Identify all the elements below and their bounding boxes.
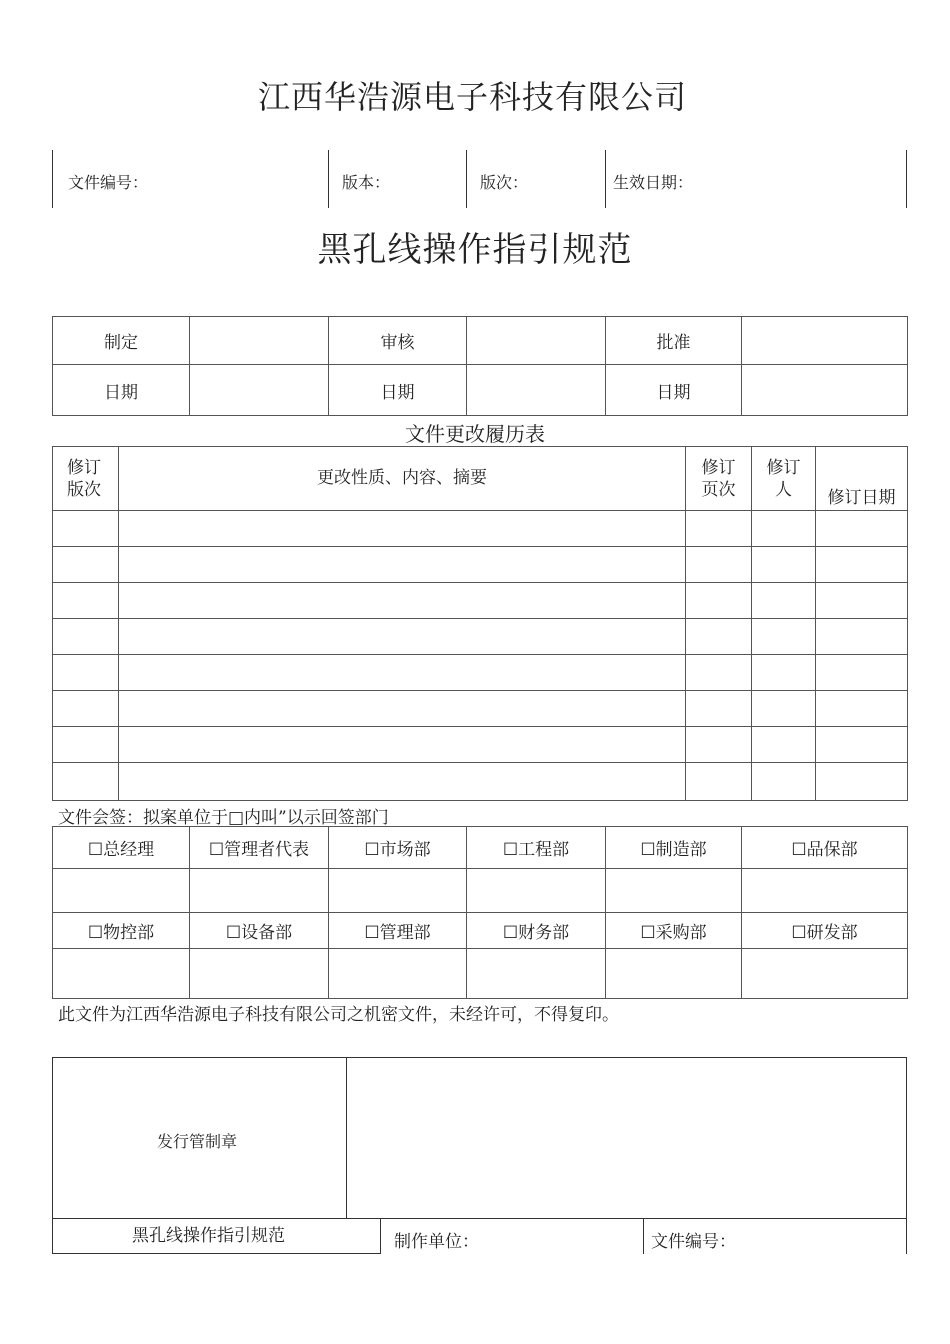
reviewed-by-label: 审核 [329, 317, 467, 365]
divider [52, 1253, 381, 1254]
confidential-notice: 此文件为江西华浩源电子科技有限公司之机密文件，未经许可，不得复印。 [58, 1005, 619, 1025]
version-label: 版本： [342, 173, 391, 192]
cell-reviser[interactable] [752, 727, 816, 763]
approved-by-label: 批准 [606, 317, 742, 365]
dept-material-control[interactable]: ☐物控部 [53, 913, 190, 949]
dept-general-manager[interactable]: ☐总经理 [53, 827, 190, 869]
cell-date[interactable] [816, 583, 908, 619]
cell-reviser[interactable] [752, 655, 816, 691]
footer-doc-name: 黑孔线操作指引规范 [132, 1226, 285, 1246]
header-text: 修订 人 [766, 457, 801, 500]
revision-label: 版次： [480, 173, 529, 192]
table-row [53, 583, 908, 619]
date-label: 日期 [606, 365, 742, 416]
cell-page[interactable] [686, 655, 752, 691]
divider [605, 150, 606, 208]
signature-cell[interactable] [53, 869, 190, 913]
dept-management-rep[interactable]: ☐管理者代表 [190, 827, 329, 869]
signature-cell[interactable] [190, 869, 329, 913]
cell-revision-no[interactable] [53, 727, 119, 763]
divider [380, 1218, 381, 1254]
dept-administration[interactable]: ☐管理部 [329, 913, 467, 949]
cell-reviser[interactable] [752, 691, 816, 727]
cell-reviser[interactable] [752, 619, 816, 655]
table-row [53, 691, 908, 727]
cell-reviser[interactable] [752, 511, 816, 547]
signature-cell[interactable] [329, 949, 467, 999]
cell-reviser[interactable] [752, 763, 816, 801]
stamp-label: 发行管制章 [157, 1132, 238, 1151]
table-row [53, 763, 908, 801]
cell-page[interactable] [686, 691, 752, 727]
date-field[interactable] [190, 365, 329, 416]
approval-table [52, 316, 908, 416]
cell-reviser[interactable] [752, 583, 816, 619]
cell-summary[interactable] [119, 655, 686, 691]
header-revision-date: 修订日期 [816, 447, 908, 511]
signoff-intro: 文件会签：拟案单位于□内叫”以示回签部门 [58, 808, 389, 828]
cell-summary[interactable] [119, 763, 686, 801]
cell-page[interactable] [686, 619, 752, 655]
cell-page[interactable] [686, 763, 752, 801]
cell-date[interactable] [816, 619, 908, 655]
stamp-area[interactable] [347, 1058, 906, 1218]
divider [52, 1218, 907, 1219]
divider [906, 150, 907, 208]
footer-doc-number-label: 文件编号： [651, 1232, 736, 1252]
company-name: 江西华浩源电子科技有限公司 [258, 78, 688, 116]
signature-cell[interactable] [606, 949, 742, 999]
dept-marketing[interactable]: ☐市场部 [329, 827, 467, 869]
header-text: 修订 页次 [701, 457, 736, 500]
cell-page[interactable] [686, 583, 752, 619]
date-field[interactable] [742, 365, 908, 416]
cell-revision-no[interactable] [53, 655, 119, 691]
table-row [53, 511, 908, 547]
effective-date-label: 生效日期： [613, 173, 694, 192]
dept-finance[interactable]: ☐财务部 [467, 913, 606, 949]
doc-number-label: 文件编号： [68, 173, 149, 192]
signature-cell[interactable] [742, 949, 908, 999]
cell-summary[interactable] [119, 547, 686, 583]
dept-purchasing[interactable]: ☐采购部 [606, 913, 742, 949]
divider [328, 150, 329, 208]
history-rows [53, 511, 908, 801]
header-revision-no [53, 447, 119, 511]
dept-manufacturing[interactable]: ☐制造部 [606, 827, 742, 869]
cell-date[interactable] [816, 691, 908, 727]
date-label: 日期 [329, 365, 467, 416]
signature-cell[interactable] [53, 949, 190, 999]
divider [643, 1218, 644, 1254]
cell-page[interactable] [686, 511, 752, 547]
divider [466, 150, 467, 208]
cell-page[interactable] [686, 727, 752, 763]
cell-summary[interactable] [119, 511, 686, 547]
signature-cell[interactable] [742, 869, 908, 913]
cell-reviser[interactable] [752, 547, 816, 583]
cell-revision-no[interactable] [53, 763, 119, 801]
signature-cell[interactable] [329, 869, 467, 913]
cell-revision-no[interactable] [53, 511, 119, 547]
header-text: 修订 版次 [67, 457, 101, 500]
cell-date[interactable] [816, 655, 908, 691]
signoff-table [52, 826, 908, 999]
cell-date[interactable] [816, 763, 908, 801]
approved-by-field[interactable] [742, 317, 908, 365]
dept-engineering[interactable]: ☐工程部 [467, 827, 606, 869]
reviewed-by-field[interactable] [467, 317, 606, 365]
date-label: 日期 [53, 365, 190, 416]
cell-revision-no[interactable] [53, 547, 119, 583]
header-summary: 更改性质、内容、摘要 [119, 447, 686, 511]
cell-summary[interactable] [119, 727, 686, 763]
divider [906, 1057, 907, 1254]
signature-cell[interactable] [467, 949, 606, 999]
cell-revision-no[interactable] [53, 691, 119, 727]
signature-cell[interactable] [606, 869, 742, 913]
signature-cell[interactable] [467, 869, 606, 913]
table-row [53, 619, 908, 655]
table-row [53, 727, 908, 763]
cell-date[interactable] [816, 727, 908, 763]
signature-cell[interactable] [190, 949, 329, 999]
cell-summary[interactable] [119, 619, 686, 655]
cell-summary[interactable] [119, 691, 686, 727]
dept-quality[interactable]: ☐品保部 [742, 827, 908, 869]
document-title: 黑孔线操作指引规范 [317, 230, 633, 270]
history-table [52, 446, 908, 801]
divider [52, 1057, 53, 1254]
cell-summary[interactable] [119, 583, 686, 619]
history-title: 文件更改履历表 [405, 422, 545, 446]
prepared-by-label: 制定 [53, 317, 190, 365]
dept-rnd[interactable]: ☐研发部 [742, 913, 908, 949]
header-reviser [752, 447, 816, 511]
divider [52, 150, 53, 208]
table-row [53, 655, 908, 691]
date-field[interactable] [467, 365, 606, 416]
cell-revision-no[interactable] [53, 619, 119, 655]
prepared-by-field[interactable] [190, 317, 329, 365]
cell-revision-no[interactable] [53, 583, 119, 619]
cell-date[interactable] [816, 511, 908, 547]
cell-page[interactable] [686, 547, 752, 583]
header-page [686, 447, 752, 511]
dept-equipment[interactable]: ☐设备部 [190, 913, 329, 949]
table-row [53, 547, 908, 583]
cell-date[interactable] [816, 547, 908, 583]
production-unit-label: 制作单位： [394, 1232, 479, 1252]
